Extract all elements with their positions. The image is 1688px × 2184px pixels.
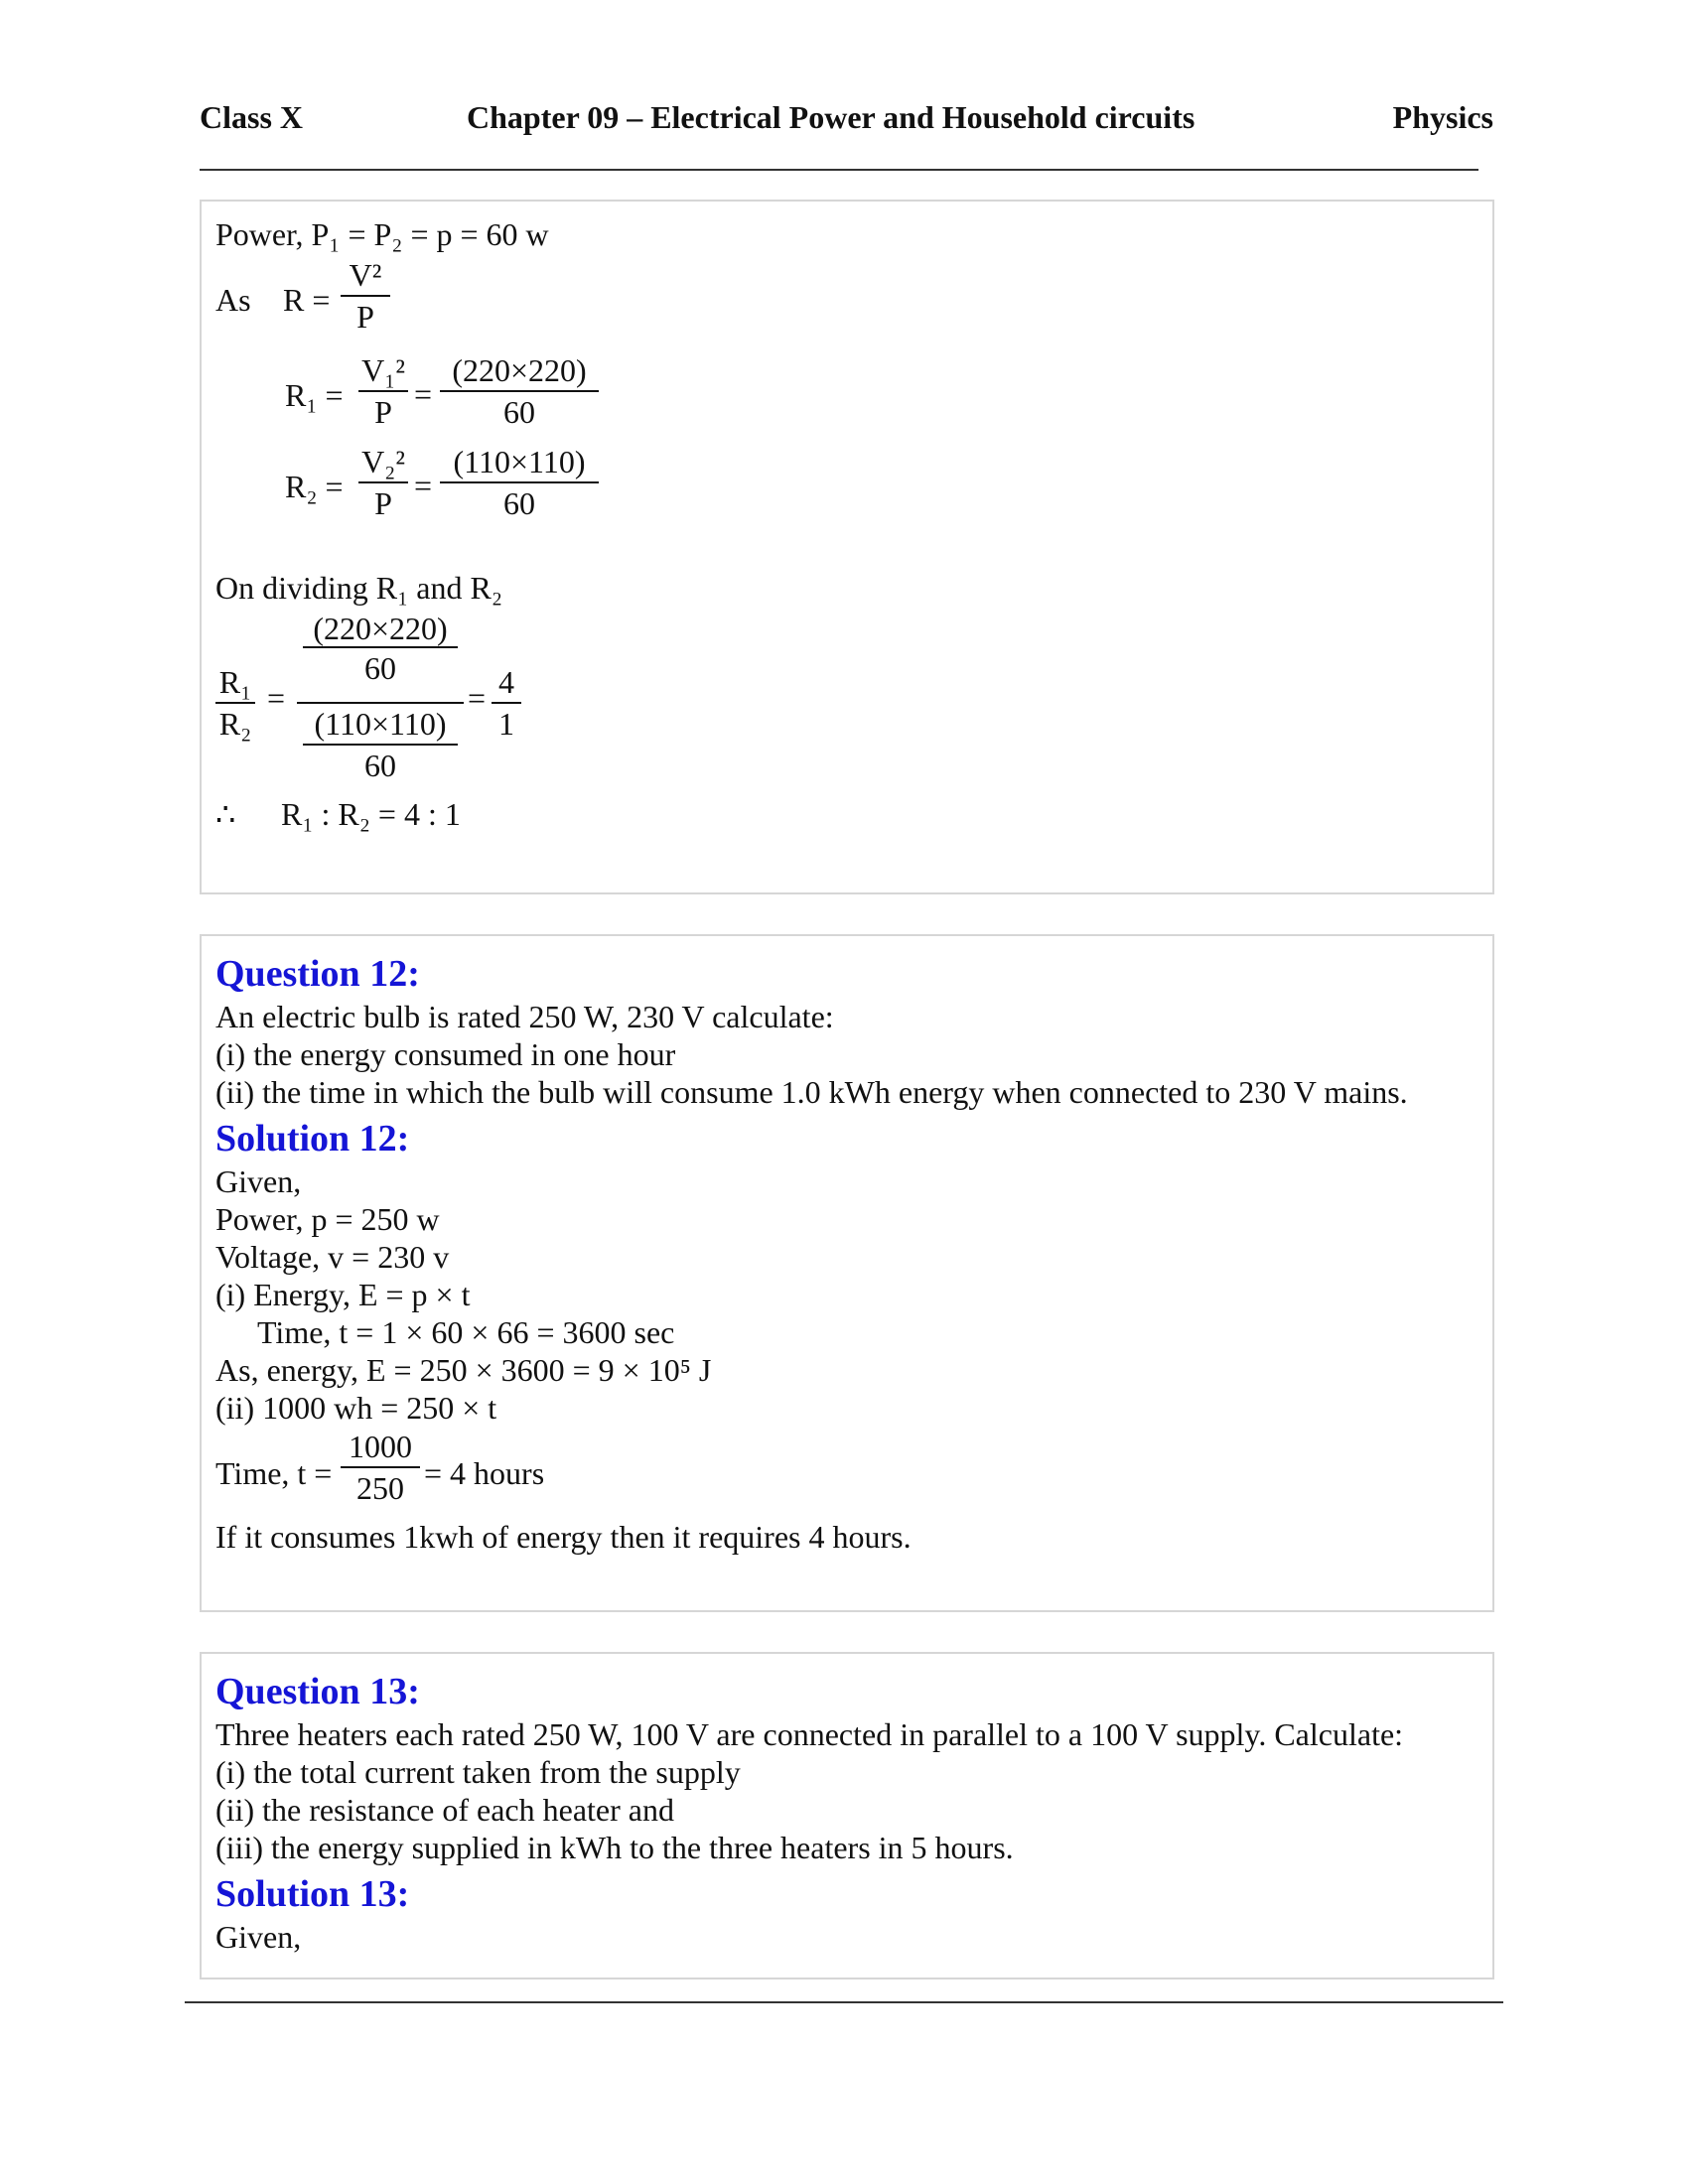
question-13-line: (iii) the energy supplied in kWh to the three heaters in 5 hours.	[215, 1830, 1014, 1865]
ratio-top-fraction	[303, 611, 458, 686]
r2-value-numerator: (110×110)	[440, 444, 599, 483]
ratio-rhs-fraction	[492, 664, 521, 742]
r2-value-fraction	[440, 444, 599, 521]
r-denominator: P	[356, 299, 374, 335]
r1-value-numerator: (220×220)	[440, 352, 599, 392]
r2-equals: =	[414, 468, 433, 503]
time-fraction	[341, 1429, 420, 1506]
r2-value-denominator: 60	[503, 485, 535, 521]
header-chapter-title: Chapter 09 – Electrical Power and Household circuits	[467, 99, 1196, 135]
ratio-result: R₁ : R₂ = 4 : 1	[281, 796, 461, 832]
power-line: Power, P₁ = P₂ = p = 60 w	[215, 216, 549, 252]
question-12-line: An electric bulb is rated 250 W, 230 V calculate:	[215, 999, 834, 1034]
r-numerator: V²	[341, 257, 390, 297]
solution-12-line: Given,	[215, 1163, 302, 1199]
ratio-lhs-numerator: R₁	[215, 664, 255, 704]
r1-value-denominator: 60	[503, 394, 535, 430]
solution-12-line: As, energy, E = 250 × 3600 = 9 × 10⁵ J	[215, 1352, 712, 1388]
question-12-line: (i) the energy consumed in one hour	[215, 1036, 676, 1072]
r-label: R =	[283, 282, 331, 318]
solution-12-line: (ii) 1000 wh = 250 × t	[215, 1390, 497, 1426]
dividing-line: On dividing R₁ and R₂	[215, 570, 502, 606]
solution-12-line: Voltage, v = 230 v	[215, 1239, 450, 1275]
ratio-main-bar	[297, 702, 464, 704]
r1-value-fraction	[440, 352, 599, 430]
ratio-lhs-denominator: R₂	[218, 706, 252, 742]
ratio-bottom-numerator: (110×110)	[303, 706, 458, 746]
question-13-title: Question 13:	[215, 1671, 420, 1712]
ratio-rhs-denominator: 1	[498, 706, 514, 742]
question-13-line: (i) the total current taken from the supply	[215, 1754, 741, 1790]
r2-denominator: P	[374, 485, 392, 521]
ratio-equals-1: =	[267, 680, 286, 716]
time-denominator: 250	[356, 1470, 404, 1506]
solution-13-title: Solution 13:	[215, 1873, 410, 1915]
solution-13-given: Given,	[215, 1919, 302, 1955]
solution-12-title: Solution 12:	[215, 1118, 410, 1160]
r1-denominator: P	[374, 394, 392, 430]
solution-12-line: Time, t = 1 × 60 × 66 = 3600 sec	[257, 1314, 675, 1350]
question-13-box	[200, 1652, 1494, 1979]
r2-label: R₂ =	[285, 469, 344, 504]
therefore-symbol: ∴	[215, 796, 236, 832]
ratio-top-denominator: 60	[303, 646, 458, 686]
as-label: As	[215, 282, 251, 318]
question-13-line: Three heaters each rated 250 W, 100 V are connected in parallel to a 100 V supply. Calculate:	[215, 1716, 1404, 1752]
time-label: Time, t =	[215, 1455, 333, 1491]
solution-12-conclusion: If it consumes 1kwh of energy then it requires 4 hours.	[215, 1519, 912, 1555]
r-fraction	[341, 257, 390, 335]
ratio-bottom-fraction	[303, 706, 458, 783]
ratio-bottom-denominator: 60	[364, 748, 396, 783]
r2-fraction	[358, 444, 408, 521]
question-12-line: (ii) the time in which the bulb will consume 1.0 kWh energy when connected to 230 V mains.	[215, 1074, 1408, 1110]
question-13-line: (ii) the resistance of each heater and	[215, 1792, 674, 1828]
ratio-top-numerator: (220×220)	[313, 611, 448, 646]
header-subject: Physics	[1392, 99, 1493, 135]
footer-divider	[185, 2001, 1503, 2003]
r1-fraction	[358, 352, 408, 430]
time-result: = 4 hours	[424, 1455, 545, 1491]
solution-12-line: Power, p = 250 w	[215, 1201, 440, 1237]
header-divider	[200, 169, 1478, 171]
ratio-rhs-numerator: 4	[492, 664, 521, 704]
r1-numerator: V₁²	[358, 352, 408, 392]
time-numerator: 1000	[341, 1429, 420, 1468]
r2-numerator: V₂²	[358, 444, 408, 483]
r1-label: R₁ =	[285, 377, 344, 413]
ratio-lhs-fraction	[215, 664, 255, 742]
solution-11-continuation-box	[200, 200, 1494, 894]
solution-12-line: (i) Energy, E = p × t	[215, 1277, 471, 1312]
question-12-title: Question 12:	[215, 953, 420, 995]
question-12-box	[200, 934, 1494, 1612]
ratio-equals-2: =	[468, 680, 487, 716]
r1-equals: =	[414, 376, 433, 412]
header-class: Class X	[200, 99, 304, 135]
